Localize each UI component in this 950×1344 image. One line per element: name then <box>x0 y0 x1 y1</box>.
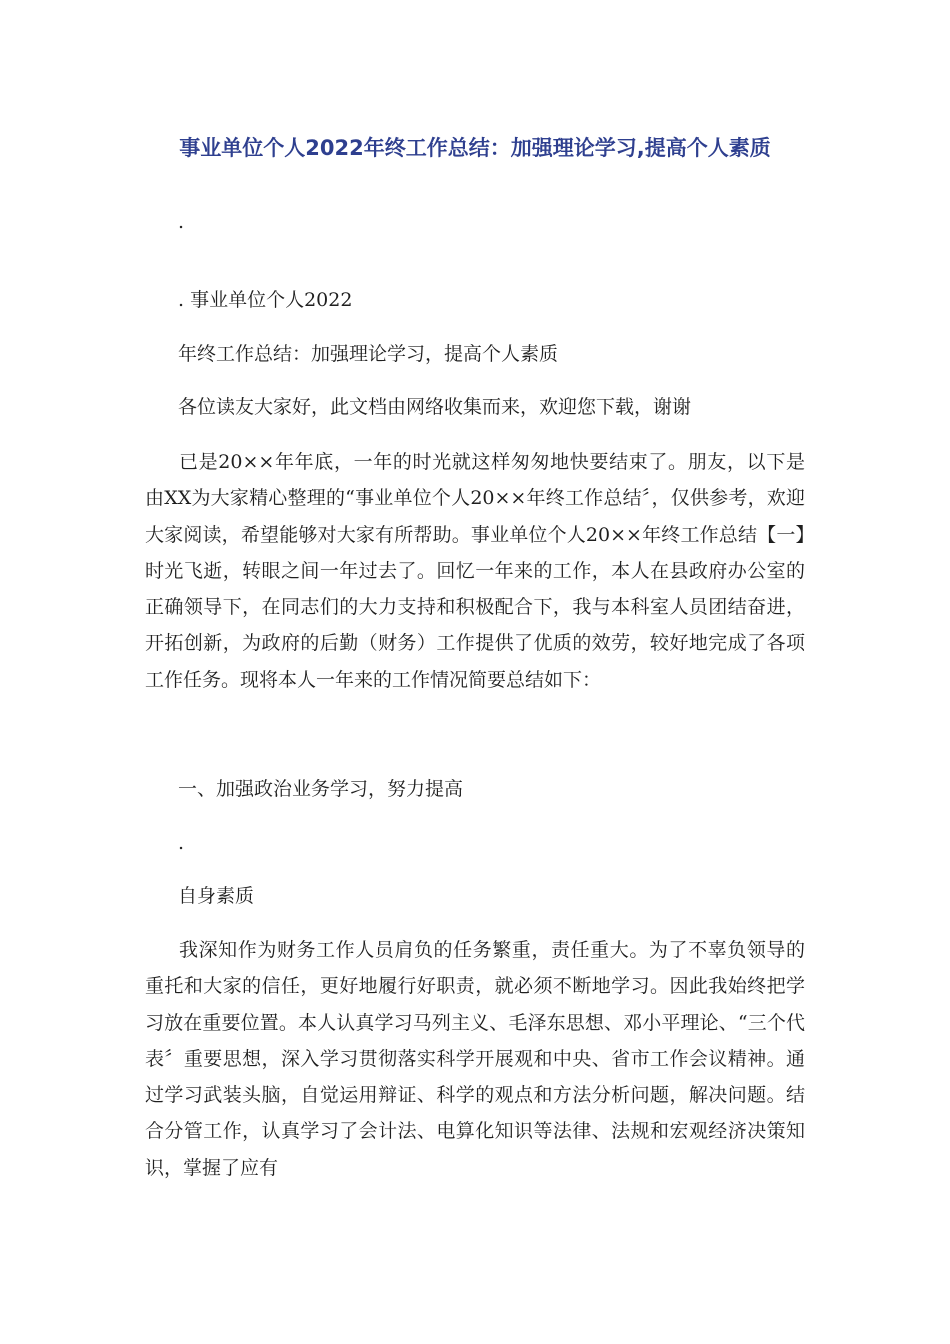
study-paragraph: 我深知作为财务工作人员肩负的任务繁重，责任重大。为了不辜负领导的重托和大家的信任，更好地履行好职责，就必须不断地学习。因此我始终把学习放在重要位置。本人认真学习马列主义、毛泽东思想、邓小平理论、“三个代表〞重要思想，深入学习贯彻落实科学开展观和中央、省市工作会议精神。通过学习武装头脑，自觉运用辩证、科学的观点和方法分析问题，解决问题。结合分管工作，认真学习了会计法、电算化知识等法律、法规和宏观经济决策知识，掌握了应有 <box>145 939 805 1179</box>
separator-dot: . <box>178 211 185 233</box>
intro-paragraph: 已是20××年年底，一年的时光就这样匆匆地快要结束了。朋友，以下是由XX为大家精心整理的“事业单位个人20××年终工作总结〞，仅供参考，欢迎大家阅读，希望能够对大家有所帮助。事业单位个人20××年终工作总结【一】时光飞逝，转眼之间一年过去了。回忆一年来的工作，本人在县政府办公室的正确领导下，在同志们的大力支持和积极配合下，我与本科室人员团结奋进，开拓创新，为政府的后勤（财务）工作提供了优质的效劳，较好地完成了各项工作任务。现将本人一年来的工作情况简要总结如下： <box>145 451 805 691</box>
greeting-text: 各位读友大家好，此文档由网络收集而来，欢迎您下载，谢谢 <box>178 396 692 418</box>
document-title: 事业单位个人2022年终工作总结：加强理论学习,提高个人素质 <box>179 136 771 160</box>
subtitle-line-2: 年终工作总结：加强理论学习，提高个人素质 <box>178 343 559 365</box>
section-heading-continued: 自身素质 <box>178 885 255 907</box>
subtitle-line-1: . 事业单位个人2022 <box>178 289 353 311</box>
separator-dot: . <box>178 832 185 854</box>
section-heading: 一、加强政治业务学习，努力提高 <box>178 778 464 800</box>
